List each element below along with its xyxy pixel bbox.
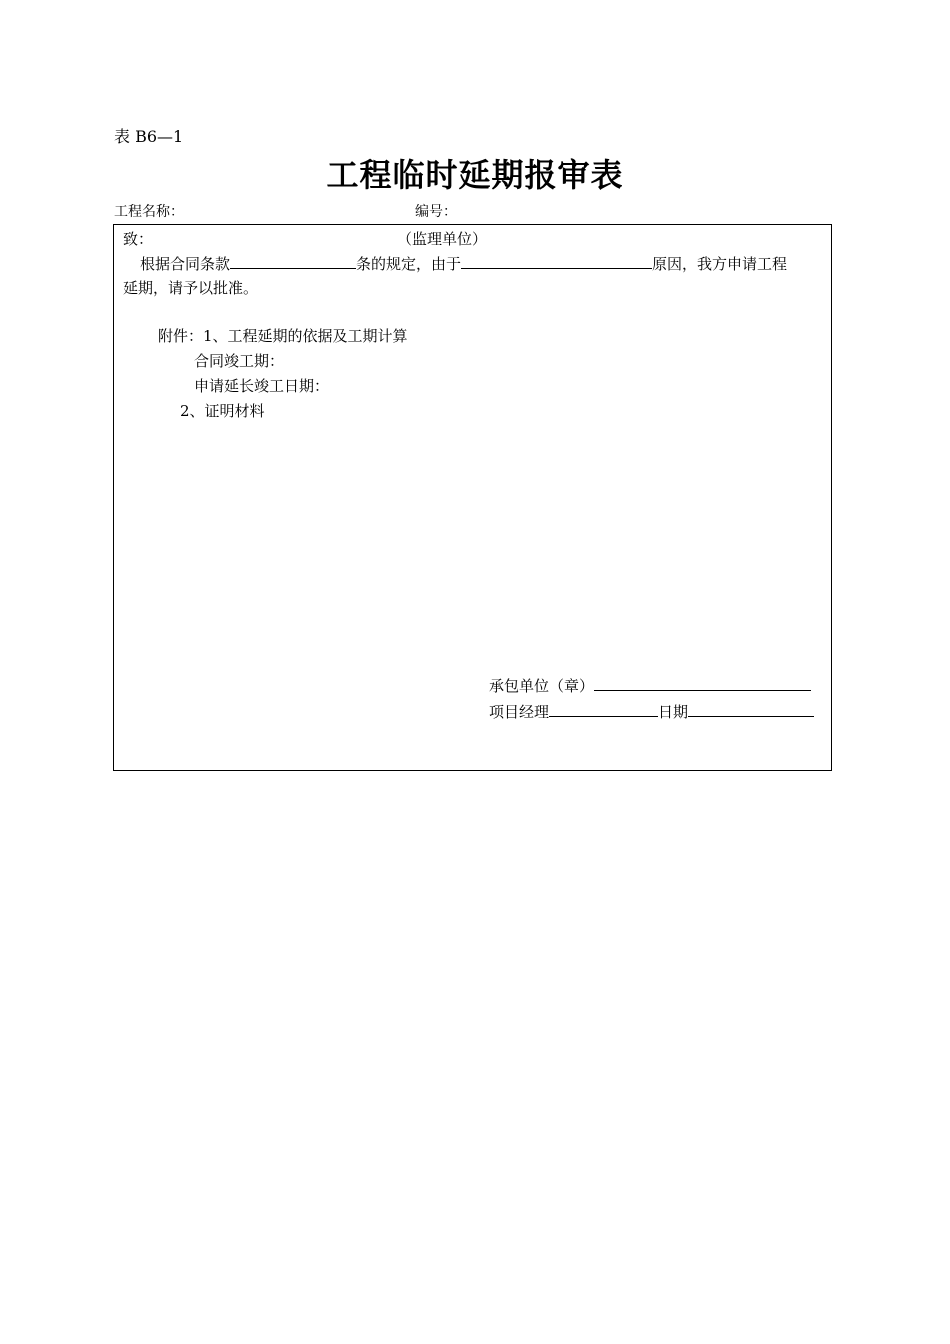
form-box (113, 224, 832, 771)
request-body-line2: 延期，请予以批准。 (123, 279, 259, 297)
date-blank[interactable] (688, 701, 814, 717)
number-label: 编号： (415, 204, 457, 220)
contract-completion-label: 合同竣工期： (194, 352, 285, 370)
pm-date-line (489, 701, 814, 722)
request-body-line1 (140, 253, 787, 274)
body-mid: 条的规定，由于 (356, 255, 462, 273)
body-suffix: 原因，我方申请工程 (652, 255, 788, 273)
attachment-1: 附件：1、工程延期的依据及工期计算 (158, 327, 408, 345)
date-label: 日期 (658, 703, 689, 721)
page-title: 工程临时延期报审表 (326, 156, 624, 194)
contractor-label: 承包单位（章） (489, 677, 595, 695)
supervisor-unit-hint: （监理单位） (397, 230, 488, 248)
to-label: 致： (123, 230, 154, 248)
clause-blank[interactable] (230, 253, 356, 269)
project-name-label: 工程名称： (114, 204, 184, 220)
contractor-line (489, 675, 811, 696)
requested-completion-label: 申请延长竣工日期： (194, 377, 330, 395)
pm-blank[interactable] (549, 701, 658, 717)
contractor-blank[interactable] (594, 675, 811, 691)
pm-label: 项目经理 (489, 703, 550, 721)
body-prefix: 根据合同条款 (140, 255, 231, 273)
attachment-2: 2、证明材料 (180, 402, 265, 420)
form-code: 表 B6—1 (114, 127, 184, 146)
reason-blank[interactable] (461, 253, 652, 269)
